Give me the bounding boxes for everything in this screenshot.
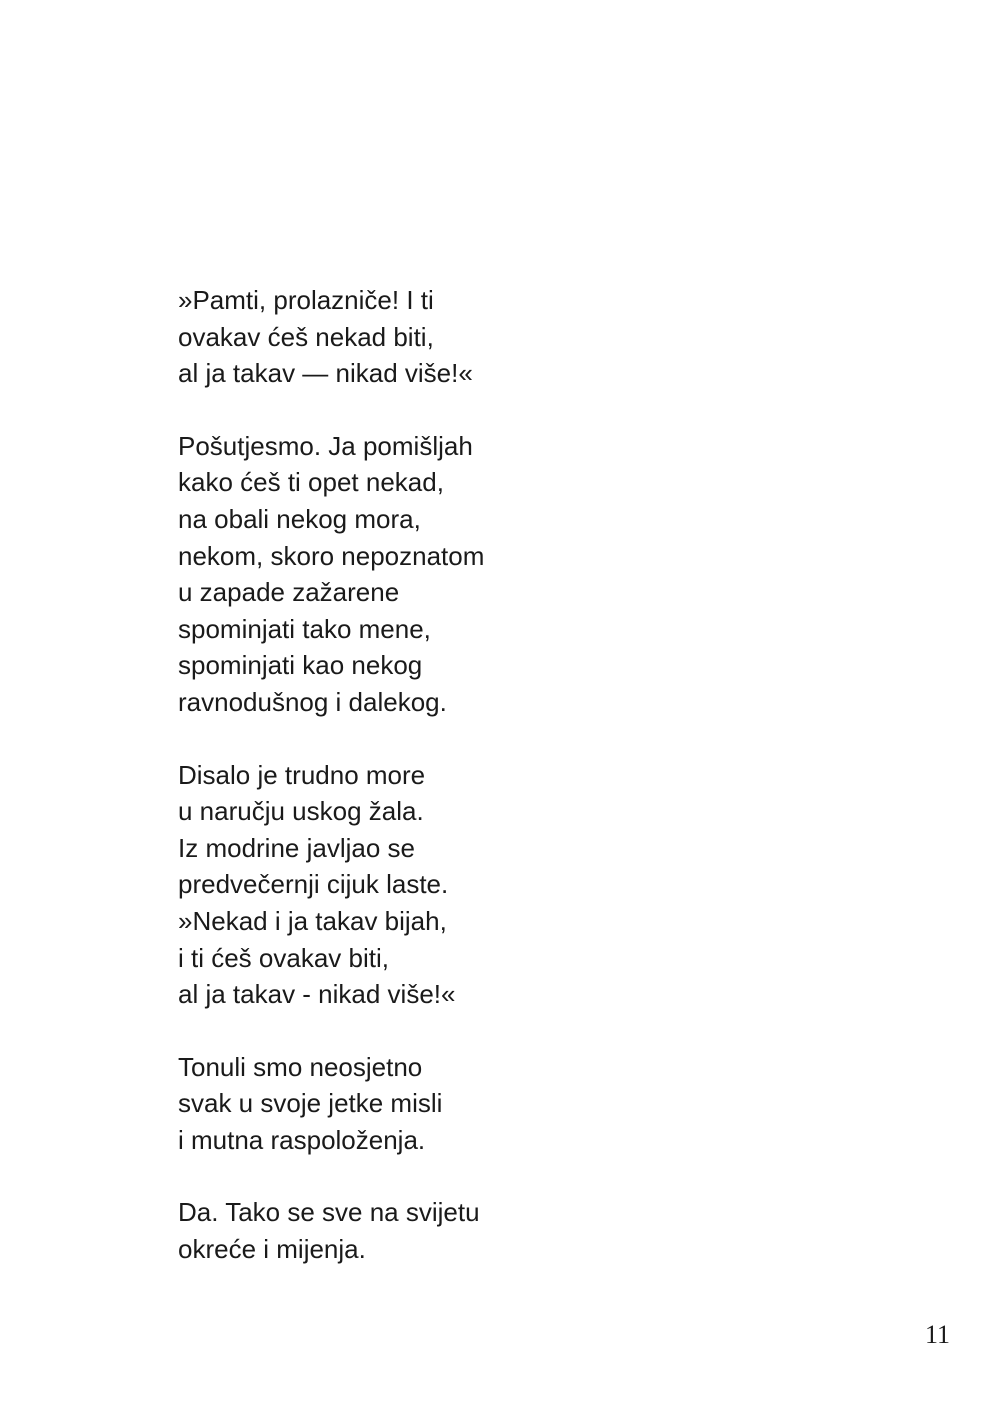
poem-line: i mutna raspoloženja. [178, 1124, 426, 1155]
stanza-2 [178, 428, 738, 721]
poem-line: Pošutjesmo. Ja pomišljah [178, 430, 473, 461]
poem-line: ravnodušnog i dalekog. [178, 686, 447, 717]
stanza-1 [178, 282, 738, 392]
poem-line: okreće i mijenja. [178, 1234, 366, 1265]
poem-line: Tonuli smo neosjetno [178, 1051, 423, 1082]
poem-line: svak u svoje jetke misli [178, 1088, 443, 1119]
poem-line: spominjati tako mene, [178, 613, 431, 644]
stanza-4 [178, 1049, 738, 1159]
poem-line: spominjati kao nekog [178, 650, 423, 681]
poem-line: na obali nekog mora, [178, 503, 421, 534]
poem-line: al ja takav — nikad više!« [178, 358, 473, 389]
poem-line: nekom, skoro nepoznatom [178, 540, 485, 571]
poem-line: »Pamti, prolazniče! I ti [178, 285, 434, 315]
poem-line: Da. Tako se sve na svijetu [178, 1197, 480, 1228]
poem-line: i ti ćeš ovakav biti, [178, 942, 389, 973]
poem-line: u naručju uskog žala. [178, 796, 424, 827]
poem-body [178, 282, 738, 1304]
poem-line: kako ćeš ti opet nekad, [178, 467, 444, 498]
poem-line: u zapade zažarene [178, 577, 400, 608]
poem-line: »Nekad i ja takav bijah, [178, 905, 447, 936]
stanza-3 [178, 757, 738, 1013]
poem-line: Disalo je trudno more [178, 759, 426, 790]
poem-line: Iz modrine javljao se [178, 832, 415, 863]
poem-line: al ja takav - nikad više!« [178, 979, 456, 1010]
stanza-5 [178, 1194, 738, 1267]
poem-line: predvečernji cijuk laste. [178, 869, 449, 900]
poem-line: ovakav ćeš nekad biti, [178, 321, 434, 352]
page-number: 11 [924, 1320, 950, 1349]
